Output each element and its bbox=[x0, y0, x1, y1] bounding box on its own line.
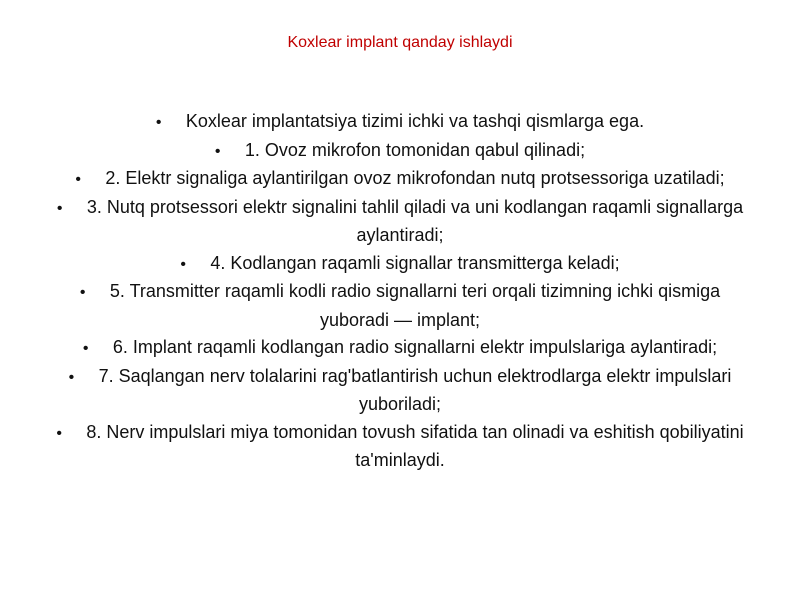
bullet-icon: • bbox=[56, 424, 62, 442]
bullet-icon: • bbox=[75, 171, 81, 188]
list-item bbox=[50, 108, 750, 137]
list-item-text: 7. Saqlangan nerv tolalarini rag'batlantirish uchun elektrodlarga elektr impulslari yuboriladi; bbox=[98, 365, 732, 414]
list-item bbox=[50, 334, 750, 363]
list-item-text: 8. Nerv impulslari miya tomonidan tovush sifatida tan olinadi va eshitish qobiliyatini ta'minlaydi. bbox=[86, 421, 744, 470]
list-item bbox=[50, 194, 750, 250]
list-item bbox=[50, 165, 750, 194]
bullet-icon: • bbox=[180, 255, 186, 273]
bullet-icon: • bbox=[155, 114, 162, 131]
list-item bbox=[50, 278, 750, 334]
bullet-icon: • bbox=[82, 340, 89, 357]
list-item-text: 2. Elektr signaliga aylantirilgan ovoz mikrofondan nutq protsessoriga uzatiladi; bbox=[105, 168, 725, 188]
list-item bbox=[50, 363, 750, 419]
bullet-icon: • bbox=[79, 284, 86, 301]
list-item bbox=[50, 250, 750, 279]
list-item-text: 5. Transmitter raqamli kodli radio signallarni teri orqali tizimning ichki qismiga yuboradi — implant; bbox=[109, 281, 721, 330]
bullet-icon: • bbox=[56, 199, 63, 217]
list-item-text: 4. Kodlangan raqamli signallar transmitterga keladi; bbox=[210, 252, 620, 273]
list-item bbox=[50, 419, 750, 475]
list-item-text: 1. Ovoz mikrofon tomonidan qabul qilinadi; bbox=[244, 139, 586, 160]
list-item-text: 3. Nutq protsessori elektr signalini tahlil qiladi va uni kodlangan raqamli signallarga aylantiradi; bbox=[86, 196, 744, 245]
slide-title: Koxlear implant qanday ishlaydi bbox=[287, 34, 513, 51]
bullet-icon: • bbox=[214, 142, 221, 160]
bullet-icon: • bbox=[68, 368, 75, 386]
list-item bbox=[50, 137, 750, 166]
list-item-text: Koxlear implantatsiya tizimi ichki va tashqi qismlarga ega. bbox=[185, 111, 645, 131]
bullet-list bbox=[50, 108, 750, 475]
list-item-text: 6. Implant raqamli kodlangan radio signallarni elektr impulslariga aylantiradi; bbox=[112, 337, 718, 357]
